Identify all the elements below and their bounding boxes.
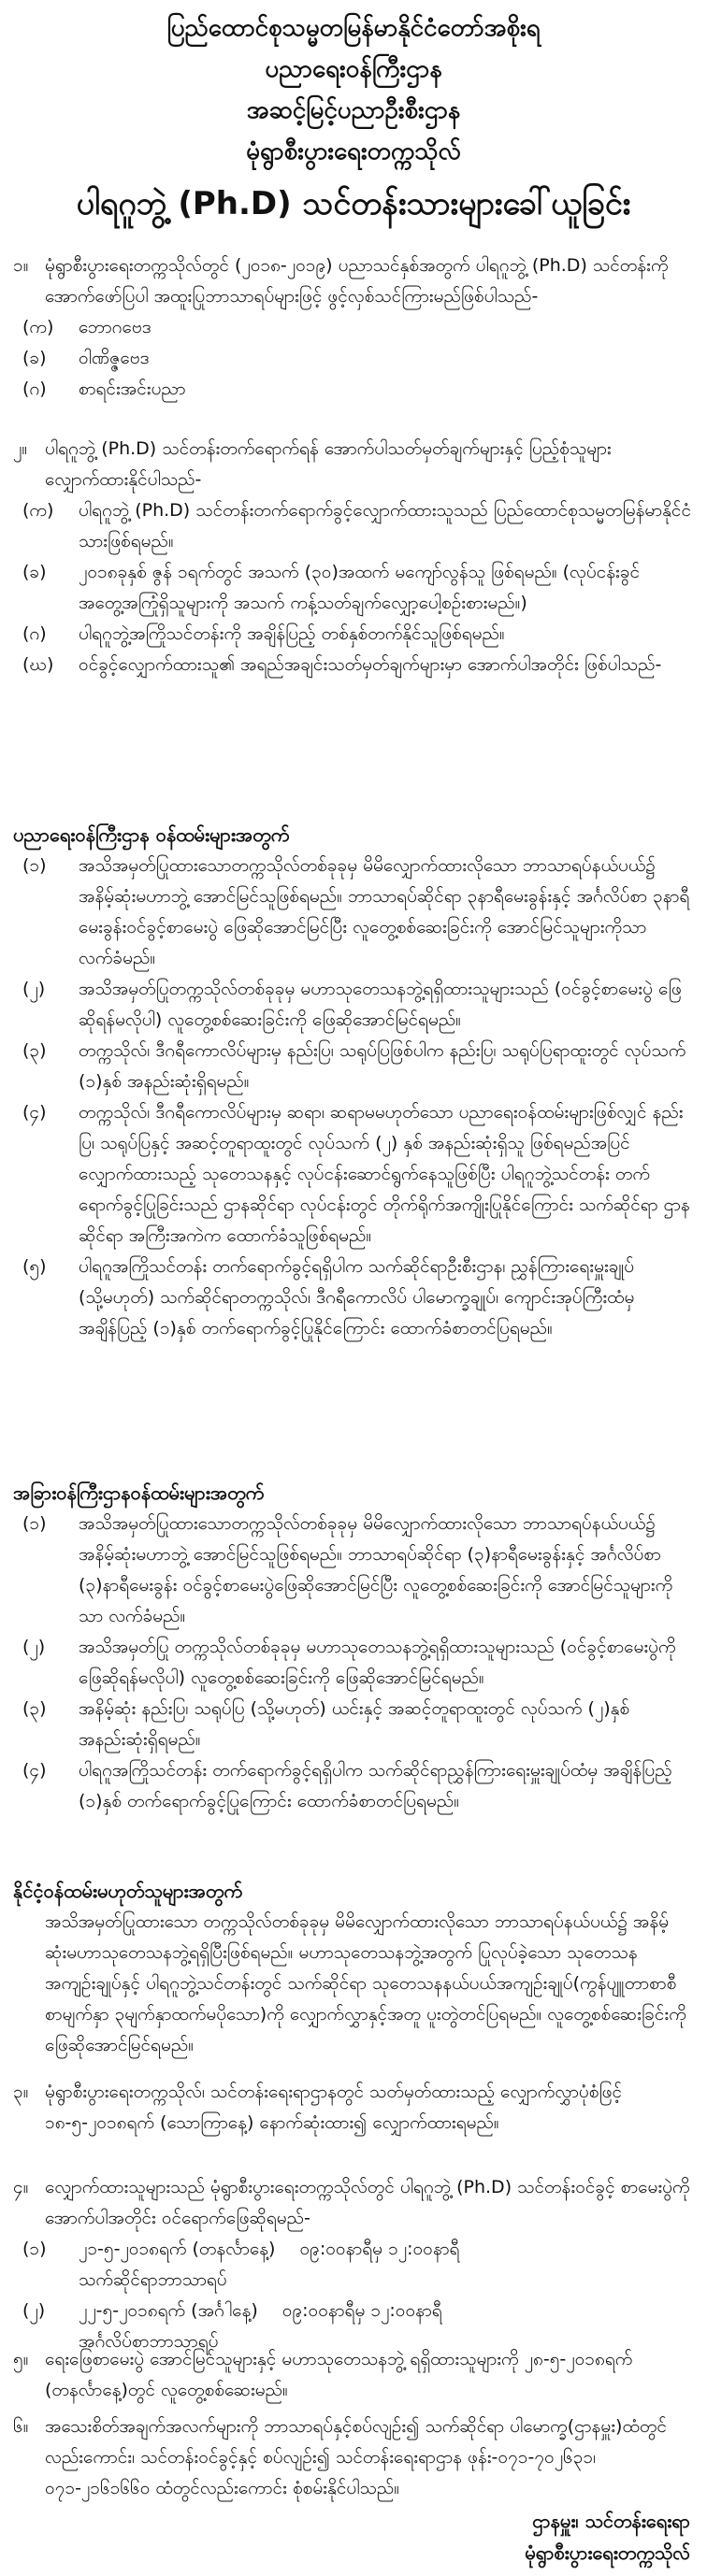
exam-time: ၀၉:၀၀နာရီမှ ၁၂:၀၀နာရီ	[281, 2300, 442, 2321]
section-heading: အခြားဝန်ကြီးဌာနဝန်ထမ်းများအတွက်	[13, 1481, 265, 1504]
list-item: (ခ) ဝါဏိဇ္ဇဗေဒ	[22, 348, 150, 368]
list-item: (က) ဘောဂဗေဒ	[22, 317, 152, 337]
list-item: (၁) အသိအမှတ်ပြုထားသောတက္ကသိုလ်တစ်ခုခုမှ မိမိလျှောက်ထားလိုသော ဘာသာရပ်နယ်ပယ်၌ အနိမ့်ဆုံးမဟာဘွဲ့ အောင်မြင်သူဖြစ်ရမည်။ ဘာသာရပ်ဆိုင်ရာ ၃နာရီမေးခွန်းနှင့် အင်္ဂလိပ်စာ ၃နာရီ မေးခွန်းဝင်ခွင့်စာမေးပွဲ ဖြေဆိုအောင်မြင်ပြီး လူတွေ့စစ်ဆေးခြင်းကို အောင်မြင်သူများကိုသာ လက်ခံမည်။	[22, 855, 690, 968]
list-item: (ဂ) စာရင်းအင်းပညာ	[22, 379, 186, 399]
paragraph-4	[13, 2172, 694, 2357]
section-text: အသိအမှတ်ပြုထားသော တက္ကသိုလ်တစ်ခုခုမှ မိမိလျှောက်ထားလိုသော ဘာသာရပ်နယ်ပယ်၌ အနိမ့်ဆုံးမဟာသုတေသနဘွဲ့ရရှိပြီးဖြစ်ရမည်။ မဟာသုတေသနဘွဲ့အတွက် ပြုလုပ်ခဲ့သော သုတေသနအကျဉ်းချုပ်နှင့် ပါရဂူဘွဲ့သင်တန်းတွင် သက်ဆိုင်ရာ သုတေသနနယ်ပယ်အကျဉ်းချုပ်(ကွန်ပျူတာစာစီ စာမျက်နှာ ၃မျက်နှာထက်မပိုသော)ကို လျှောက်လွှာနှင့်အတူ ပူးတွဲတင်ပြရမည်။ လူတွေ့စစ်ဆေးခြင်းကို ဖြေဆိုအောင်မြင်ရမည်။	[45, 1911, 686, 2055]
paragraph-text: ရေးဖြေစာမေးပွဲ အောင်မြင်သူများနှင့် မဟာသုတေသနဘွဲ့ ရရှိထားသူများကို ၂၈-၅-၂၀၁၈ရက် (တနင်္လာနေ့)တွင် လူတွေ့စစ်ဆေးမည်။	[45, 2349, 633, 2400]
exam-schedule-row: (၁) ၂၁-၅-၂၀၁၈ရက် (တနင်္လာနေ့) ၀၉:၀၀နာရီမှ ၁၂:၀၀နာရီ သက်ဆိုင်ရာဘာသာရပ်	[13, 2234, 694, 2296]
paragraph-2	[13, 434, 694, 680]
paragraph-number: ၁။	[13, 255, 29, 276]
exam-subject: သက်ဆိုင်ရာဘာသာရပ်	[79, 2269, 227, 2290]
exam-date: ၂၁-၅-၂၀၁၈ရက် (တနင်္လာနေ့)	[79, 2239, 276, 2259]
list-item: (ဃ) ဝင်ခွင့်လျှောက်ထားသူ၏ အရည်အချင်းသတ်မှတ်ချက်များမှာ အောက်ပါအတိုင်း ဖြစ်ပါသည်-	[22, 654, 662, 675]
paragraph-3	[13, 2077, 694, 2139]
list-item: (က) ပါရဂူဘွဲ့ (Ph.D) သင်တန်းတက်ရောက်ခွင့်လျှောက်ထားသူသည် ပြည်ထောင်စုသမ္မတမြန်မာနိုင်ငံသားဖြစ်ရမည်။	[22, 500, 691, 551]
section-heading: ပညာရေးဝန်ကြီးဌာန ဝန်ထမ်းများအတွက်	[13, 823, 290, 846]
list-item: (၄) တက္ကသိုလ်၊ ဒီဂရီကောလိပ်များမှ ဆရာ၊ ဆရာမမဟုတ်သော ပညာရေးဝန်ထမ်းများဖြစ်လျှင် နည်းပြ၊ သရုပ်ပြနှင့် အဆင့်တူရာထူးတွင် လုပ်သက် (၂) နှစ် အနည်းဆုံးရှိသူ ဖြစ်ရမည်အပြင် လျှောက်ထားသည့် သုတေသနနှင့် လုပ်ငန်းဆောင်ရွက်နေသူဖြစ်ပြီး ပါရဂူဘွဲ့သင်တန်း တက်ရောက်ခွင့်ပြုခြင်းသည် ဌာနဆိုင်ရာ လုပ်ငန်းတွင် တိုက်ရိုက်အကျိုးပြုနိုင်ကြောင်း သက်ဆိုင်ရာ ဌာနဆိုင်ရာ အကြီးအကဲက ထောက်ခံသူဖြစ်ရမည်။	[22, 1102, 690, 1246]
notice-title: ပါရဂူဘွဲ့ (Ph.D) သင်တန်းသားများခေါ်ယူခြင်း	[76, 185, 631, 222]
government-line: ပြည်ထောင်စုသမ္မတမြန်မာနိုင်ငံတော်အစိုးရ	[166, 14, 541, 42]
list-item: (၁) အသိအမှတ်ပြုထားသောတက္ကသိုလ်တစ်ခုခုမှ မိမိလျှောက်ထားလိုသော ဘာသာရပ်နယ်ပယ်၌ အနိမ့်ဆုံးမဟာဘွဲ့ အောင်မြင်သူဖြစ်ရမည်။ ဘာသာရပ်ဆိုင်ရာ (၃)နာရီမေးခွန်းနှင့် အင်္ဂလိပ်စာ (၃)နာရီမေးခွန်း ဝင်ခွင့်စာမေးပွဲဖြေဆိုအောင်မြင်ပြီး လူတွေ့စစ်ဆေးခြင်းကို အောင်မြင်သူများကိုသာ လက်ခံမည်။	[22, 1513, 673, 1626]
paragraph-number: ၆။	[13, 2416, 29, 2437]
paragraph-number: ၄။	[13, 2177, 29, 2197]
exam-time: ၀၉:၀၀နာရီမှ ၁၂:၀၀နာရီ	[299, 2239, 460, 2259]
paragraph-number: ၂။	[13, 438, 28, 459]
signatory-institution: မုံရွာစီးပွားရေးတက္ကသိုလ်	[525, 2541, 690, 2564]
section-other-staff	[13, 1477, 694, 1817]
list-item: (၃) တက္ကသိုလ်၊ ဒီဂရီကောလိပ်များမှ နည်းပြ၊ သရုပ်ပြဖြစ်ပါက နည်းပြ၊ သရုပ်ပြရာထူးတွင် လုပ်သက် (၁)နှစ် အနည်းဆုံးရှိရမည်။	[22, 1040, 686, 1092]
list-item: (ခ) ၂၀၁၈ခုနှစ် ဇွန် ၁ရက်တွင် အသက် (၃၀)အထက် မကျော်လွန်သူ ဖြစ်ရမည်။ (လုပ်ငန်းခွင် အတွေ့အကြုံရှိသူများကို အသက် ကန့်သတ်ချက်လျှော့ပေါ့စဉ်းစားမည်။)	[22, 562, 641, 613]
list-item: (၅) ပါရဂူအကြိုသင်တန်း တက်ရောက်ခွင့်ရရှိပါက သက်ဆိုင်ရာဦးစီးဌာန၊ ညွှန်ကြားရေးမှူးချုပ် (သို့မဟုတ်) သက်ဆိုင်ရာတက္ကသိုလ်၊ ဒီဂရီကောလိပ် ပါမောက္ခချုပ်၊ ကျောင်းအုပ်ကြီးထံမှ အချိန်ပြည့် (၁)နှစ် တက်ရောက်ခွင့်ပြုနိုင်ကြောင်း ထောက်ခံစာတင်ပြရမည်။	[22, 1256, 635, 1338]
paragraph-5	[13, 2344, 694, 2406]
paragraph-6	[13, 2411, 694, 2504]
list-item: (၃) အနိမ့်ဆုံး နည်းပြ၊ သရုပ်ပြ (သို့မဟုတ်) ယင်းနှင့် အဆင့်တူရာထူးတွင် လုပ်သက် (၂)နှစ် အနည်းဆုံးရှိရမည်။	[22, 1698, 630, 1750]
exam-date: ၂၂-၅-၂၀၁၈ရက် (အင်္ဂါနေ့)	[79, 2300, 258, 2321]
section-non-civil-servants	[13, 1875, 694, 2061]
paragraph-text: အသေးစိတ်အချက်အလက်များကို ဘာသာရပ်နှင့်စပ်လျဉ်း၍ သက်ဆိုင်ရာ ပါမောက္ခ(ဌာနမှူး)ထံတွင်လည်းကောင်း၊ သင်တန်းဝင်ခွင့်နှင့် စပ်လျဉ်း၍ သင်တန်းရေးရာဌာန ဖုန်း-၀၇၁-၇၀၂၆၃၁၊ ၀၇၁-၂၁၆၁၆၆၀ ထံတွင်လည်းကောင်း စုံစမ်းနိုင်ပါသည်။	[45, 2416, 667, 2498]
exam-schedule-row: (၂) ၂၂-၅-၂၀၁၈ရက် (အင်္ဂါနေ့) ၀၉:၀၀နာရီမှ ၁၂:၀၀နာရီ အင်္ဂလိပ်စာဘာသာရပ်	[13, 2296, 694, 2357]
paragraph-number: ၅။	[13, 2349, 29, 2369]
notice-header	[0, 0, 707, 232]
list-item: (၄) ပါရဂူအကြိုသင်တန်း တက်ရောက်ခွင့်ရရှိပါက သက်ဆိုင်ရာညွှန်ကြားရေးမှူးချုပ်ထံမှ အချိန်ပြည့် (၁)နှစ် တက်ရောက်ခွင့်ပြုကြောင်း ထောက်ခံစာတင်ပြရမည်။	[22, 1760, 672, 1811]
paragraph-1	[13, 250, 694, 405]
signatory-title: ဌာနမှူး၊ သင်တန်းရေးရာ	[532, 2510, 690, 2532]
section-heading: နိုင်ငံ့ဝန်ထမ်းမဟုတ်သူများအတွက်	[13, 1880, 243, 1902]
signature-block	[525, 2505, 690, 2569]
section-education-staff	[13, 819, 694, 1344]
university-line: မုံရွာစီးပွားရေးတက္ကသိုလ်	[246, 137, 461, 165]
paragraph-text: မုံရွာစီးပွားရေးတက္ကသိုလ်တွင် (၂၀၁၈-၂၀၁၉) ပညာသင်နှစ်အတွက် ပါရဂူဘွဲ့ (Ph.D) သင်တန်းကို အောက်ဖော်ပြပါ အထူးပြုဘာသာရပ်များဖြင့် ဖွင့်လှစ်သင်ကြားမည်ဖြစ်ပါသည်-	[45, 255, 669, 307]
paragraph-text: မုံရွာစီးပွားရေးတက္ကသိုလ်၊ သင်တန်းရေးရာဌာနတွင် သတ်မှတ်ထားသည့် လျှောက်လွှာပုံစံဖြင့် ၁၈-၅-၂၀၁၈ရက် (သောကြာနေ့) နောက်ဆုံးထား၍ လျှောက်ထားရမည်။	[45, 2082, 623, 2133]
list-item: (၂) အသိအမှတ်ပြုတက္ကသိုလ်တစ်ခုခုမှ မဟာသုတေသနဘွဲ့ရရှိထားသူများသည် (ဝင်ခွင့်စာမေးပွဲ ဖြေဆိုရန်မလိုပါ) လူတွေ့စစ်ဆေးခြင်းကို ဖြေဆိုအောင်မြင်ရမည်။	[22, 979, 682, 1030]
paragraph-text: ပါရဂူဘွဲ့ (Ph.D) သင်တန်းတက်ရောက်ရန် အောက်ပါသတ်မှတ်ချက်များနှင့် ပြည့်စုံသူများ လျှောက်ထားနိုင်ပါသည်-	[45, 438, 612, 490]
ministry-line: ပညာရေးဝန်ကြီးဌာန	[265, 55, 442, 83]
exam-subject: အင်္ဂလိပ်စာဘာသာရပ်	[79, 2331, 219, 2352]
paragraph-text: လျှောက်ထားသူများသည် မုံရွာစီးပွားရေးတက္ကသိုလ်တွင် ပါရဂူဘွဲ့ (Ph.D) သင်တန်းဝင်ခွင့် စာမေးပွဲကို အောက်ပါအတိုင်း ဝင်ရောက်ဖြေဆိုရမည်-	[45, 2177, 690, 2228]
department-line: အဆင့်မြင့်ပညာဦးစီးဌာန	[246, 96, 461, 124]
list-item: (ဂ) ပါရဂူဘွဲ့အကြိုသင်တန်းကို အချိန်ပြည့် တစ်နှစ်တက်နိုင်သူဖြစ်ရမည်။	[22, 623, 505, 644]
list-item: (၂) အသိအမှတ်ပြု တက္ကသိုလ်တစ်ခုခုမှ မဟာသုတေသနဘွဲ့ရရှိထားသူများသည် (ဝင်ခွင့်စာမေးပွဲကို ဖြေဆိုရန်မလိုပါ) လူတွေ့စစ်ဆေးခြင်းကို ဖြေဆိုအောင်မြင်ရမည်။	[22, 1637, 676, 1688]
paragraph-number: ၃။	[13, 2082, 29, 2102]
